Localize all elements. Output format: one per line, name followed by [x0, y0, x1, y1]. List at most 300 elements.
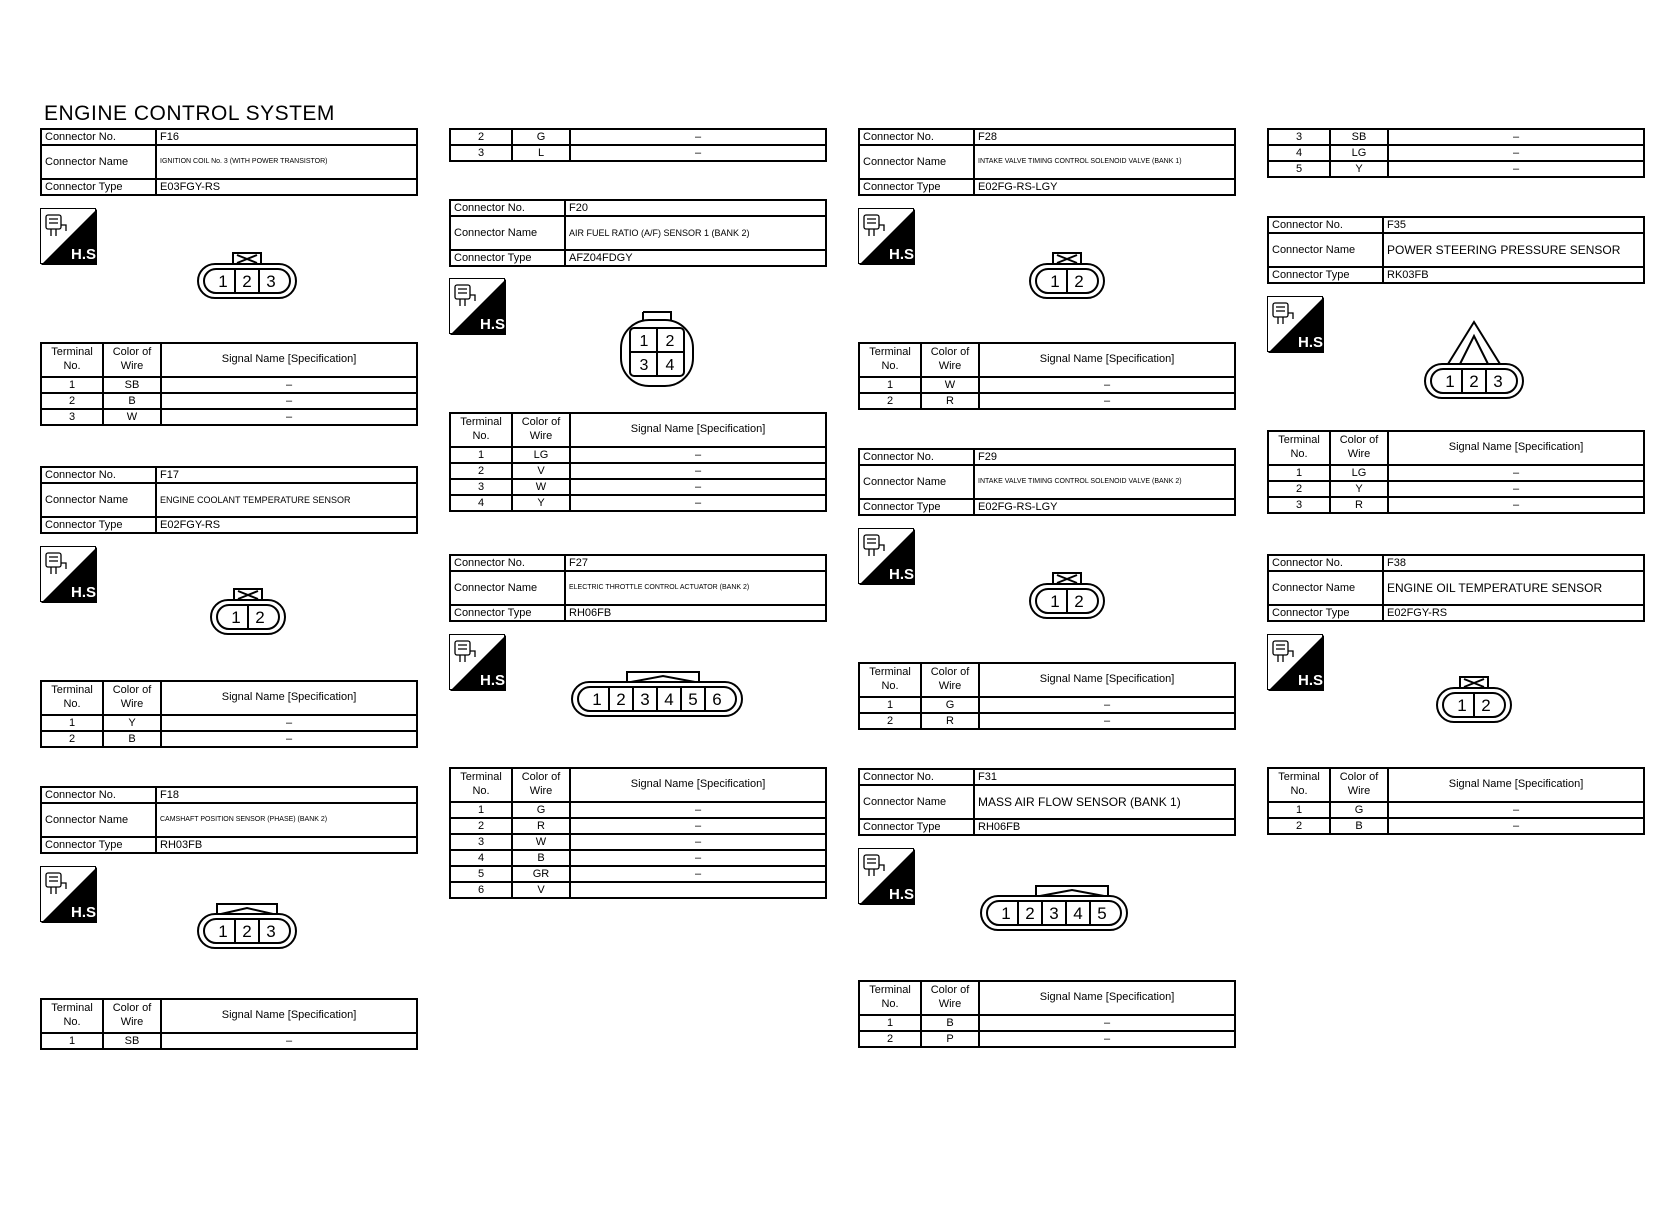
signal-name-header: Signal Name [Specification] [570, 413, 826, 447]
table-row [859, 377, 1235, 393]
signal-name-cell: – [570, 802, 826, 818]
table-row [41, 731, 417, 747]
signal-name-cell: – [979, 393, 1235, 409]
harness-side-icon [858, 528, 919, 584]
terminal-no-cell: 1 [41, 715, 103, 731]
table-row [450, 818, 826, 834]
signal-name-header: Signal Name [Specification] [161, 681, 417, 715]
connector-type-value: RH03FB [156, 837, 417, 853]
connector-name-value: ENGINE OIL TEMPERATURE SENSOR [1383, 571, 1644, 605]
table-row [450, 447, 826, 463]
color-of-wire-header: Color of Wire [921, 981, 979, 1015]
terminal-no-cell: 3 [450, 834, 512, 850]
signal-name-header: Signal Name [Specification] [1388, 431, 1644, 465]
terminal-table-f31-continued [1267, 128, 1645, 178]
terminal-table-f17 [40, 680, 418, 748]
signal-name-cell: – [979, 697, 1235, 713]
connector-type-label: Connector Type [1268, 605, 1383, 621]
wire-color-cell: GR [512, 866, 570, 882]
connector-info-f38 [1267, 554, 1645, 622]
connector-no-label: Connector No. [859, 769, 974, 785]
connector-no-value: F29 [974, 449, 1235, 465]
signal-name-cell: – [570, 129, 826, 145]
table-row [859, 713, 1235, 729]
connector-info-f27 [449, 554, 827, 622]
connector-no-label: Connector No. [1268, 217, 1383, 233]
connector-name-label: Connector Name [1268, 571, 1383, 605]
pin-number: 2 [1074, 592, 1084, 611]
harness-side-icon [1267, 634, 1328, 690]
terminal-no-cell: 4 [450, 495, 512, 511]
table-row [1268, 465, 1644, 481]
connector-name-label: Connector Name [41, 145, 156, 179]
terminal-no-cell: 3 [1268, 497, 1330, 513]
harness-side-graphic [859, 529, 919, 585]
pin-number: 5 [1097, 904, 1107, 923]
page-title: ENGINE CONTROL SYSTEM [44, 102, 335, 125]
signal-name-header: Signal Name [Specification] [979, 663, 1235, 697]
wire-color-cell: R [512, 818, 570, 834]
hs-label: H.S. [889, 566, 919, 583]
terminal-no-cell: 2 [859, 1031, 921, 1047]
pin-number: 6 [712, 690, 722, 709]
connector-type-value: RH06FB [565, 605, 826, 621]
signal-name-header: Signal Name [Specification] [161, 343, 417, 377]
connector-type-value: RK03FB [1383, 267, 1644, 283]
signal-name-cell: – [161, 409, 417, 425]
connector-name-label: Connector Name [450, 216, 565, 250]
pin-number: 1 [231, 608, 241, 627]
harness-side-graphic [41, 209, 101, 265]
terminal-no-cell: 2 [1268, 481, 1330, 497]
table-row [859, 1031, 1235, 1047]
table-row [450, 479, 826, 495]
signal-name-cell: – [1388, 497, 1644, 513]
signal-name-cell: – [979, 713, 1235, 729]
table-row [1268, 818, 1644, 834]
terminal-no-cell: 1 [859, 1015, 921, 1031]
terminal-no-cell: 3 [450, 479, 512, 495]
connector-type-value: E02FGY-RS [1383, 605, 1644, 621]
connector-type-value: E02FG-RS-LGY [974, 179, 1235, 195]
color-of-wire-header: Color of Wire [512, 413, 570, 447]
pin-number: 1 [1050, 272, 1060, 291]
wire-color-cell: G [921, 697, 979, 713]
connector-name-value: AIR FUEL RATIO (A/F) SENSOR 1 (BANK 2) [565, 216, 826, 250]
signal-name-cell: – [979, 1015, 1235, 1031]
table-row [450, 850, 826, 866]
terminal-no-cell: 3 [1268, 129, 1330, 145]
terminal-table-f18 [40, 998, 418, 1050]
hs-label: H.S. [1298, 334, 1328, 351]
connector-face-f27 [571, 670, 743, 718]
signal-name-cell: – [570, 463, 826, 479]
terminal-no-cell: 2 [450, 129, 512, 145]
connector-name-value: MASS AIR FLOW SENSOR (BANK 1) [974, 785, 1235, 819]
connector-type-label: Connector Type [41, 837, 156, 853]
hs-label: H.S. [71, 584, 101, 601]
terminal-no-cell: 1 [1268, 802, 1330, 818]
wire-color-cell: B [921, 1015, 979, 1031]
terminal-no-cell: 1 [450, 447, 512, 463]
wire-color-cell: Y [1330, 481, 1388, 497]
pin-number: 4 [665, 357, 675, 374]
pin-number: 3 [639, 357, 649, 374]
hs-label: H.S. [889, 246, 919, 263]
pin-number: 3 [640, 690, 650, 709]
pin-number: 2 [1074, 272, 1084, 291]
connector-no-value: F28 [974, 129, 1235, 145]
signal-name-cell: – [1388, 129, 1644, 145]
connector-no-label: Connector No. [41, 467, 156, 483]
connector-type-label: Connector Type [450, 605, 565, 621]
signal-name-cell: – [570, 145, 826, 161]
wire-color-cell: LG [512, 447, 570, 463]
connector-info-f17 [40, 466, 418, 534]
connector-face-f18 [197, 902, 297, 950]
wire-color-cell: Y [512, 495, 570, 511]
terminal-no-cell: 2 [450, 818, 512, 834]
signal-name-header: Signal Name [Specification] [979, 343, 1235, 377]
terminal-no-header: Terminal No. [41, 999, 103, 1033]
table-row [450, 463, 826, 479]
signal-name-header: Signal Name [Specification] [161, 999, 417, 1033]
terminal-no-cell: 1 [859, 377, 921, 393]
connector-no-value: F16 [156, 129, 417, 145]
harness-side-graphic [450, 635, 510, 691]
connector-no-value: F35 [1383, 217, 1644, 233]
connector-no-label: Connector No. [1268, 555, 1383, 571]
table-row [41, 377, 417, 393]
hs-label: H.S. [480, 672, 510, 689]
harness-side-graphic [859, 849, 919, 905]
pin-number: 1 [1050, 592, 1060, 611]
signal-name-cell: – [1388, 465, 1644, 481]
connector-type-value: E02FGY-RS [156, 517, 417, 533]
pin-number: 2 [665, 333, 675, 350]
pin-number: 3 [266, 922, 276, 941]
wire-color-cell: B [1330, 818, 1388, 834]
signal-name-cell: – [570, 495, 826, 511]
pin-number: 1 [639, 333, 649, 350]
signal-name-header: Signal Name [Specification] [979, 981, 1235, 1015]
connector-type-value: E02FG-RS-LGY [974, 499, 1235, 515]
table-row [450, 495, 826, 511]
color-of-wire-header: Color of Wire [1330, 768, 1388, 802]
terminal-no-cell: 2 [1268, 818, 1330, 834]
table-row [450, 882, 826, 898]
terminal-no-cell: 3 [450, 145, 512, 161]
wire-color-cell: P [921, 1031, 979, 1047]
terminal-table-f35 [1267, 430, 1645, 514]
wire-color-cell: R [921, 713, 979, 729]
connector-type-label: Connector Type [1268, 267, 1383, 283]
connector-no-label: Connector No. [859, 449, 974, 465]
harness-side-icon [858, 848, 919, 904]
table-row [1268, 145, 1644, 161]
connector-info-f31 [858, 768, 1236, 836]
wire-color-cell: R [921, 393, 979, 409]
terminal-no-header: Terminal No. [41, 681, 103, 715]
hs-label: H.S. [889, 886, 919, 903]
wire-color-cell: G [512, 129, 570, 145]
wire-color-cell: W [103, 409, 161, 425]
connector-no-label: Connector No. [450, 200, 565, 216]
signal-name-cell: – [161, 393, 417, 409]
signal-name-cell: – [1388, 802, 1644, 818]
signal-name-cell: – [161, 1033, 417, 1049]
pin-number: 2 [1481, 696, 1491, 715]
wire-color-cell: Y [103, 715, 161, 731]
table-row [1268, 161, 1644, 177]
harness-side-icon [40, 208, 101, 264]
connector-info-f35 [1267, 216, 1645, 284]
table-row [41, 393, 417, 409]
wire-color-cell: G [1330, 802, 1388, 818]
connector-name-label: Connector Name [859, 465, 974, 499]
connector-info-f29 [858, 448, 1236, 516]
pin-number: 2 [616, 690, 626, 709]
connector-info-f16 [40, 128, 418, 196]
harness-side-icon [1267, 296, 1328, 352]
connector-name-value: ELECTRIC THROTTLE CONTROL ACTUATOR (BANK 2) [565, 571, 826, 605]
pin-number: 2 [1025, 904, 1035, 923]
connector-info-f18 [40, 786, 418, 854]
connector-face-f31 [980, 884, 1128, 932]
wire-color-cell: Y [1330, 161, 1388, 177]
connector-no-label: Connector No. [41, 787, 156, 803]
wire-color-cell: R [1330, 497, 1388, 513]
wire-color-cell: SB [103, 377, 161, 393]
connector-type-value: AFZ04FDGY [565, 250, 826, 266]
terminal-no-cell: 1 [859, 697, 921, 713]
connector-type-label: Connector Type [859, 819, 974, 835]
wire-color-cell: SB [1330, 129, 1388, 145]
connector-name-value: INTAKE VALVE TIMING CONTROL SOLENOID VALVE (BANK 1) [974, 145, 1235, 179]
connector-no-value: F38 [1383, 555, 1644, 571]
connector-name-label: Connector Name [859, 145, 974, 179]
table-row [1268, 802, 1644, 818]
terminal-no-header: Terminal No. [859, 981, 921, 1015]
wire-color-cell: W [512, 479, 570, 495]
harness-side-graphic [1268, 297, 1328, 353]
connector-type-value: RH06FB [974, 819, 1235, 835]
connector-name-value: POWER STEERING PRESSURE SENSOR [1383, 233, 1644, 267]
connector-name-label: Connector Name [859, 785, 974, 819]
signal-name-cell: – [979, 377, 1235, 393]
terminal-no-cell: 1 [41, 1033, 103, 1049]
wire-color-cell: V [512, 463, 570, 479]
signal-name-cell: – [161, 715, 417, 731]
wire-color-cell: L [512, 145, 570, 161]
wire-color-cell: B [512, 850, 570, 866]
signal-name-header: Signal Name [Specification] [570, 768, 826, 802]
harness-side-icon [40, 546, 101, 602]
terminal-no-header: Terminal No. [1268, 768, 1330, 802]
signal-name-cell [570, 882, 826, 898]
connector-name-value: ENGINE COOLANT TEMPERATURE SENSOR [156, 483, 417, 517]
connector-info-f28 [858, 128, 1236, 196]
connector-name-value: IGNITION COIL No. 3 (WITH POWER TRANSISTOR) [156, 145, 417, 179]
connector-name-value: INTAKE VALVE TIMING CONTROL SOLENOID VALVE (BANK 2) [974, 465, 1235, 499]
table-row [450, 866, 826, 882]
signal-name-cell: – [1388, 818, 1644, 834]
connector-face-f16 [197, 252, 297, 300]
signal-name-cell: – [1388, 145, 1644, 161]
terminal-table-f28 [858, 342, 1236, 410]
color-of-wire-header: Color of Wire [921, 663, 979, 697]
terminal-no-header: Terminal No. [41, 343, 103, 377]
connector-face-f35 [1424, 320, 1524, 400]
connector-type-label: Connector Type [41, 517, 156, 533]
terminal-table-f16 [40, 342, 418, 426]
signal-name-cell: – [979, 1031, 1235, 1047]
terminal-no-cell: 5 [1268, 161, 1330, 177]
connector-type-label: Connector Type [450, 250, 565, 266]
signal-name-cell: – [1388, 161, 1644, 177]
table-row [450, 834, 826, 850]
connector-type-label: Connector Type [41, 179, 156, 195]
connector-name-label: Connector Name [41, 803, 156, 837]
connector-no-value: F17 [156, 467, 417, 483]
harness-side-graphic [450, 279, 510, 335]
table-row [859, 1015, 1235, 1031]
terminal-no-cell: 3 [41, 409, 103, 425]
terminal-no-cell: 5 [450, 866, 512, 882]
color-of-wire-header: Color of Wire [103, 681, 161, 715]
harness-side-graphic [1268, 635, 1328, 691]
pin-number: 1 [592, 690, 602, 709]
terminal-no-cell: 4 [1268, 145, 1330, 161]
wire-color-cell: B [103, 731, 161, 747]
terminal-table-f38 [1267, 767, 1645, 835]
table-row [1268, 481, 1644, 497]
pin-number: 3 [1049, 904, 1059, 923]
signal-name-cell: – [570, 834, 826, 850]
connector-type-value: E03FGY-RS [156, 179, 417, 195]
connector-name-label: Connector Name [450, 571, 565, 605]
terminal-table-f27 [449, 767, 827, 899]
wire-color-cell: LG [1330, 465, 1388, 481]
table-row [1268, 129, 1644, 145]
color-of-wire-header: Color of Wire [103, 999, 161, 1033]
wire-color-cell: W [921, 377, 979, 393]
color-of-wire-header: Color of Wire [1330, 431, 1388, 465]
terminal-no-cell: 2 [41, 393, 103, 409]
pin-number: 4 [664, 690, 674, 709]
terminal-no-cell: 1 [450, 802, 512, 818]
pin-number: 1 [218, 922, 228, 941]
wire-color-cell: W [512, 834, 570, 850]
hs-label: H.S. [480, 316, 510, 333]
connector-no-label: Connector No. [41, 129, 156, 145]
terminal-no-header: Terminal No. [450, 413, 512, 447]
harness-side-graphic [859, 209, 919, 265]
signal-name-cell: – [570, 850, 826, 866]
connector-no-value: F31 [974, 769, 1235, 785]
color-of-wire-header: Color of Wire [103, 343, 161, 377]
table-row [1268, 497, 1644, 513]
terminal-no-header: Terminal No. [859, 663, 921, 697]
wire-color-cell: G [512, 802, 570, 818]
wire-color-cell: B [103, 393, 161, 409]
connector-face-f29 [1029, 572, 1105, 620]
connector-face-f20 [617, 310, 697, 388]
connector-type-label: Connector Type [859, 179, 974, 195]
terminal-no-cell: 2 [859, 393, 921, 409]
hs-label: H.S. [1298, 672, 1328, 689]
table-row [41, 409, 417, 425]
terminal-table-f29 [858, 662, 1236, 730]
terminal-no-cell: 4 [450, 850, 512, 866]
color-of-wire-header: Color of Wire [921, 343, 979, 377]
table-row [450, 802, 826, 818]
harness-side-icon [858, 208, 919, 264]
pin-number: 3 [266, 272, 276, 291]
pin-number: 1 [1001, 904, 1011, 923]
connector-no-value: F20 [565, 200, 826, 216]
hs-label: H.S. [71, 246, 101, 263]
table-row [859, 697, 1235, 713]
terminal-table-f16-continued [449, 128, 827, 162]
harness-side-icon [449, 634, 510, 690]
pin-number: 2 [242, 922, 252, 941]
wire-color-cell: V [512, 882, 570, 898]
signal-name-cell: – [570, 866, 826, 882]
terminal-no-cell: 2 [859, 713, 921, 729]
pin-number: 5 [688, 690, 698, 709]
harness-side-graphic [41, 867, 101, 923]
connector-name-label: Connector Name [1268, 233, 1383, 267]
pin-number: 4 [1073, 904, 1083, 923]
terminal-no-header: Terminal No. [859, 343, 921, 377]
signal-name-cell: – [570, 818, 826, 834]
connector-name-label: Connector Name [41, 483, 156, 517]
connector-no-value: F18 [156, 787, 417, 803]
signal-name-cell: – [570, 479, 826, 495]
terminal-no-cell: 1 [1268, 465, 1330, 481]
table-row [859, 393, 1235, 409]
pin-number: 2 [255, 608, 265, 627]
pin-number: 2 [242, 272, 252, 291]
table-row [450, 129, 826, 145]
pin-number: 1 [218, 272, 228, 291]
connector-face-f17 [210, 588, 286, 636]
harness-side-graphic [41, 547, 101, 603]
terminal-table-f20 [449, 412, 827, 512]
terminal-no-cell: 1 [41, 377, 103, 393]
connector-info-f20 [449, 199, 827, 267]
pin-number: 1 [1445, 372, 1455, 391]
signal-name-cell: – [161, 377, 417, 393]
terminal-no-header: Terminal No. [1268, 431, 1330, 465]
signal-name-cell: – [161, 731, 417, 747]
connector-no-label: Connector No. [859, 129, 974, 145]
signal-name-header: Signal Name [Specification] [1388, 768, 1644, 802]
terminal-no-header: Terminal No. [450, 768, 512, 802]
connector-face-f38 [1436, 676, 1512, 724]
wire-color-cell: LG [1330, 145, 1388, 161]
terminal-no-cell: 2 [450, 463, 512, 479]
signal-name-cell: – [570, 447, 826, 463]
table-row [41, 715, 417, 731]
pin-number: 3 [1493, 372, 1503, 391]
table-row [41, 1033, 417, 1049]
terminal-no-cell: 2 [41, 731, 103, 747]
terminal-no-cell: 6 [450, 882, 512, 898]
wire-color-cell: SB [103, 1033, 161, 1049]
pin-number: 1 [1457, 696, 1467, 715]
